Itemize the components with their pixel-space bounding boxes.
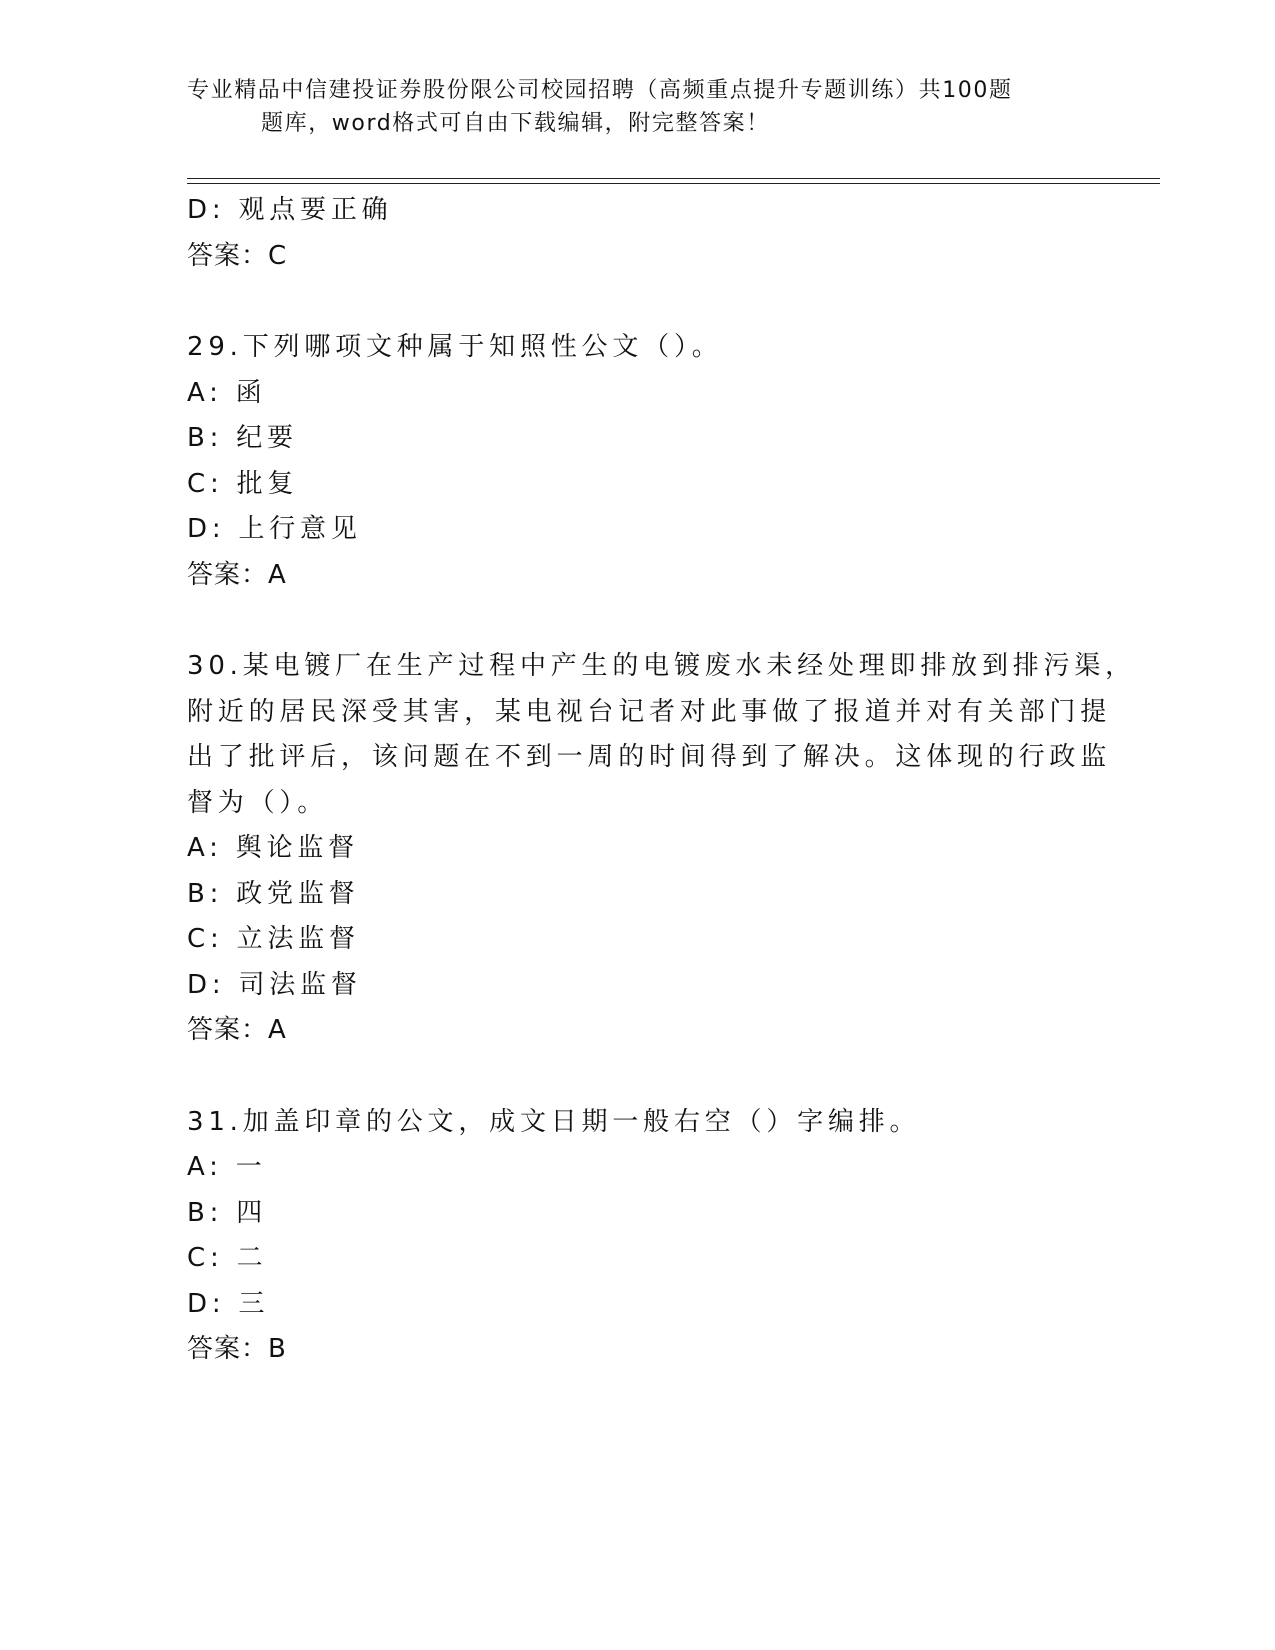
header-title-line1: 专业精品中信建投证券股份限公司校园招聘（高频重点提升专题训练）共100题 [187, 78, 1013, 103]
option-a: A: 函 [187, 377, 267, 408]
option-a: A: 一 [187, 1152, 267, 1182]
option-c: C: 立法监督 [187, 924, 360, 954]
answer-line: 答案：A [187, 559, 287, 590]
option-d: D: 司法监督 [187, 969, 362, 1000]
option-d: D: 三 [187, 1288, 270, 1319]
option-b: B: 四 [187, 1197, 268, 1228]
question-block-29 [187, 325, 1067, 598]
header-divider-bottom [187, 183, 1160, 184]
question-stem-line3: 出了批评后，该问题在不到一周的时间得到了解决。这体现的行政监 [187, 742, 1112, 772]
question-stem: 31.加盖印章的公文，成文日期一般右空（）字编排。 [187, 1106, 921, 1137]
option-a: A: 舆论监督 [187, 833, 359, 863]
spacer [187, 1054, 1067, 1100]
question-stem-line1: 30.某电镀厂在生产过程中产生的电镀废水未经处理即排放到排污渠， [187, 651, 1136, 681]
question-stem: 29.下列哪项文种属于知照性公文（）。 [187, 332, 723, 362]
answer-line: 答案：C [187, 240, 288, 271]
question-block-30 [187, 644, 1136, 1054]
answer-line: 答案：A [187, 1015, 287, 1045]
option-b: B: 政党监督 [187, 878, 360, 909]
spacer [187, 598, 1067, 644]
option-c: C: 二 [187, 1243, 268, 1273]
header-title-line2: 题库，word格式可自由下载编辑，附完整答案！ [261, 111, 770, 136]
header-divider-top [187, 178, 1160, 179]
option-d: D: 上行意见 [187, 514, 362, 544]
option-b: B: 纪要 [187, 423, 298, 453]
question-list [187, 188, 1136, 1373]
option-c: C: 批复 [187, 468, 299, 499]
question-stem-line4: 督为（）。 [187, 787, 329, 818]
spacer [187, 279, 1067, 325]
question-block-28 [187, 188, 1067, 279]
option-d: D: 观点要正确 [187, 195, 393, 225]
answer-line: 答案：B [187, 1334, 287, 1364]
question-stem-line2: 附近的居民深受其害，某电视台记者对此事做了报道并对有关部门提 [187, 696, 1112, 727]
page-header [187, 74, 1067, 140]
question-block-31 [187, 1100, 1067, 1373]
